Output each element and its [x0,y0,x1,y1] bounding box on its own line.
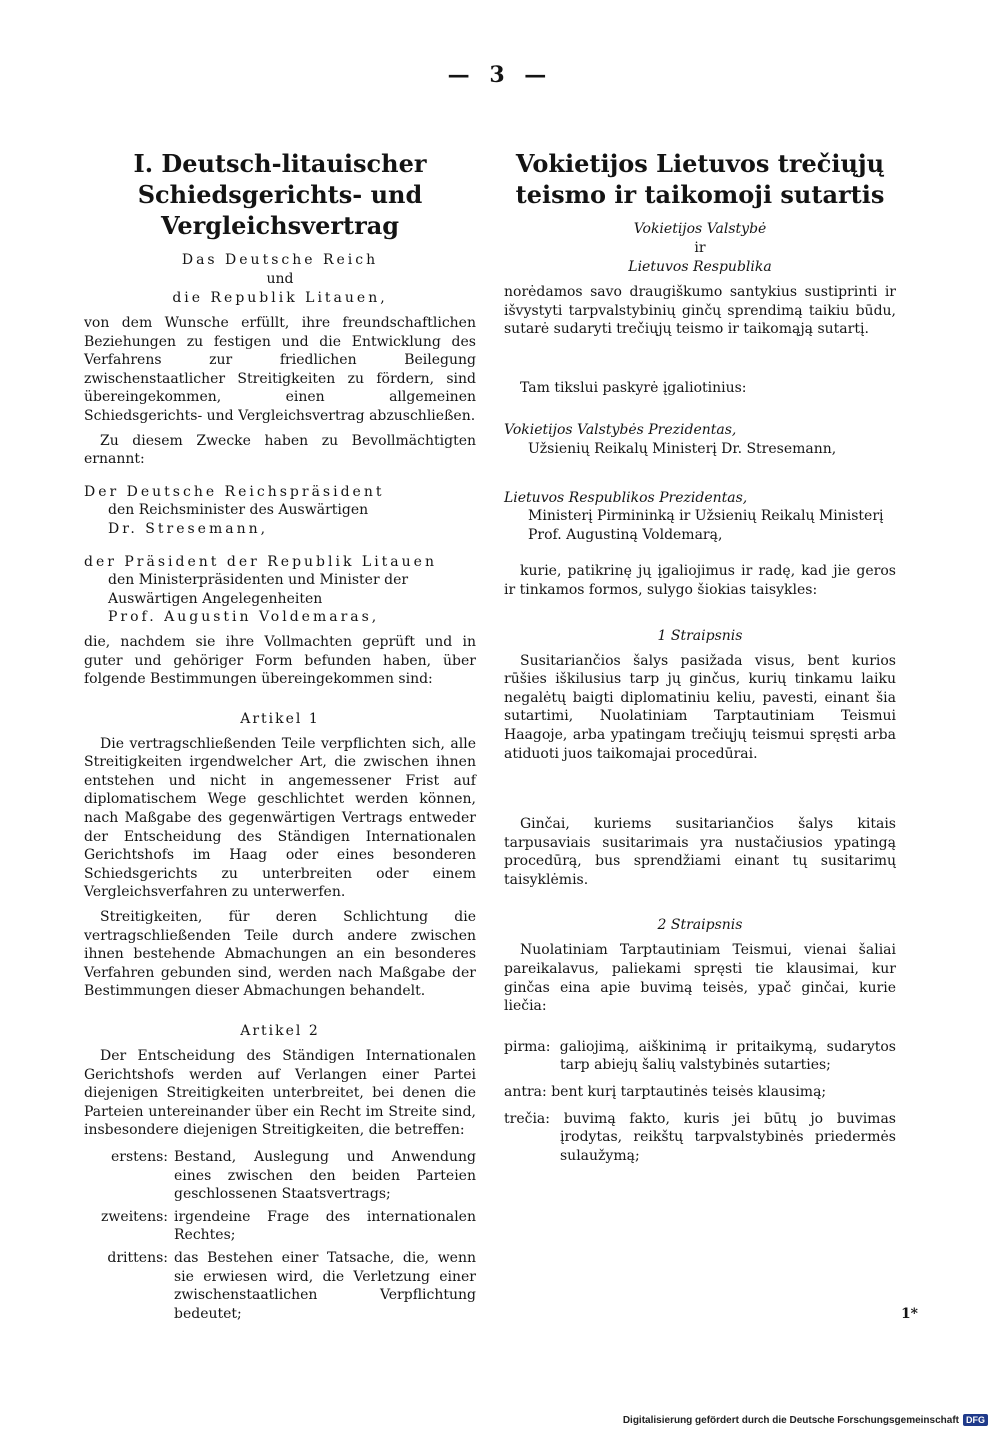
lithuanian-signatory-1-head: Vokietijos Valstybės Prezidentas, [504,422,737,439]
lithuanian-signatory-1-body [504,440,896,459]
lithuanian-plenipotentiaries-intro: Tam tikslui paskyrė įgaliotinius: [520,379,747,396]
page-number: — 3 — [447,62,553,88]
list-item: trečia: buvimą fakto, kuris jei būtų jo buvimas įrodytas, reikštų tarpvalstybinės priedermės sulaužymą; [504,1110,896,1164]
list-item [84,1208,476,1245]
german-signatory-1-line-1: den Reichsminister des Auswärtigen [108,502,369,519]
german-signatory-2-body [84,571,476,627]
german-plenipotentiaries-intro: Zu diesem Zwecke haben zu Bevollmächtigten ernannt: [84,432,476,468]
lithuanian-column [504,148,896,1165]
signature-mark: 1* [900,1306,918,1322]
lithuanian-article-1-title: 1 Straipsnis [657,627,743,644]
german-article-2-title: Artikel 2 [240,1023,320,1039]
list-item-text: irgendeine Frage des internationalen Rechtes; [174,1208,476,1244]
lithuanian-agreement: kurie, patikrinę jų įgaliojimus ir radę, kad jie geros ir tinkamos formos, sulygo šiokias taisykles: [504,563,896,598]
german-article-1-paragraph-2: Streitigkeiten, für deren Schlichtung die vertragschließenden Teile durch andere zwischen ihnen bestehende Abmachungen an ein besonderes Verfahren gebunden sind, werden nach Maßgabe der Bestimmungen dieser Abmachungen behandelt. [84,909,476,1000]
lithuanian-preamble: norėdamos savo draugiškumo santykius sustiprinti ir išvystyti tarpvalstybinių ginčų sprendimą taikiu būdu, sutarė sudaryti trečiųjų teismo ir taikomąją sutartį. [504,284,896,338]
lithuanian-signatory-2-line-1: Ministerį Pirmininką ir Užsienių Reikalų Ministerį Prof. Augustiną Voldemarą, [528,508,884,543]
list-item-text: das Bestehen einer Tatsache, die, wenn sie erwiesen wird, die Verletzung einer zwischenstaatlichen Verpflichtung bedeutet; [174,1249,476,1322]
lithuanian-article-1-paragraph-2: Ginčai, kuriems susitariančios šalys kitais tarpusaviais susitarimais yra nustačiusios ypatingą procedūrą, bus sprendžiami einant tų susitarimų taisyklėmis. [504,816,896,888]
list-item-label: erstens: [111,1148,168,1165]
german-signatory-2-line-1: den Ministerpräsidenten und Minister der Auswärtigen Angelegenheiten [108,572,409,607]
dfg-logo-icon: DFG [963,1414,988,1426]
lithuanian-article-1-paragraph-1: Susitariančios šalys pasižada visus, bent kurios rūšies iškilusius tarp jų ginčus, kurių tinkamu laiku negalėtų baigti diplomatiniu keliu, pavesti, einant šia sutartimi, Nuolatiniam Tarptautiniam Teismui Haagoje, arba ypatingam trečiųjų teismui spręsti arba atiduoti juos taikomajai procedūrai. [504,652,896,762]
list-item [84,1148,476,1204]
list-item: pirma: galiojimą, aiškinimą ir pritaikymą, sudarytos tarp abiejų šalių valstybinės sutarties; [504,1038,896,1074]
german-column [84,148,476,1323]
list-item-label: drittens: [107,1249,168,1266]
german-preamble: von dem Wunsche erfüllt, ihre freundschaftlichen Beziehungen zu festigen und die Entwicklung des Verfahrens zur friedlichen Beilegung zwischenstaatlicher Streitigkeiten zu fördern, sind übereingekommen, einen allgemeinen Schiedsgerichts- und Vergleichsvertrag abzuschließen. [84,315,476,424]
german-article-2-list [84,1148,476,1323]
german-signatory-1-head: Der Deutsche Reichspräsident [84,483,385,500]
lithuanian-title: Vokietijos Lietuvos trečiųjų teismo ir taikomoji sutartis [515,149,885,209]
german-agreement: die, nachdem sie ihre Vollmachten geprüft und in guter und gehöriger Form befunden haben, über folgende Bestimmungen übereingekommen sind: [84,633,476,688]
lithuanian-signatory-1-line-1: Užsienių Reikalų Ministerį Dr. Stresemann, [528,440,837,457]
list-item-text: Bestand, Auslegung und Anwendung eines zwischen den beiden Parteien geschlossenen Staatsvertrags; [174,1148,476,1203]
german-signatory-1-line-2: Dr. Stresemann, [108,520,269,537]
german-article-1-title: Artikel 1 [240,710,320,727]
lithuanian-article-2-title: 2 Straipsnis [657,917,743,934]
german-party-2: die Republik Litauen, [172,290,388,306]
lithuanian-party-1: Vokietijos Valstybė [633,221,767,237]
german-signatory-2-line-2: Prof. Augustin Voldemaras, [108,609,380,626]
list-item: antra: bent kurį tarptautinės teisės klausimą; [504,1084,827,1101]
lithuanian-article-2-paragraph-1: Nuolatiniam Tarptautiniam Teismui, vienai šaliai pareikalavus, paliekami spręsti tie klausimai, kur ginčas eina apie buvimą teisės, ypač ginčai, kurie liečia: [504,942,896,1015]
german-signatory-2-head: der Präsident der Republik Litauen [84,553,437,570]
german-article-1-paragraph-1: Die vertragschließenden Teile verpflichten sich, alle Streitigkeiten irgendwelcher Art, die zwischen ihnen entstehen und nicht in angemessener Frist auf diplomatischem Wege geschlichtet werden können, nach Maßgabe des gegenwärtigen Vertrags entweder der Entscheidung des Ständigen Internationalen Gerichtshofs im Haag oder eines besonderen Schiedsgerichts zu unterbreiten oder einem Vergleichsverfahren zu unterwerfen. [84,735,476,901]
list-item-label: zweitens: [101,1208,168,1225]
lithuanian-signatory-2-head: Lietuvos Respublikos Prezidentas, [504,489,748,506]
footer-text: Digitalisierung gefördert durch die Deutsche Forschungsgemeinschaft [622,1414,959,1426]
lithuanian-ir: ir [694,240,706,256]
german-title: I. Deutsch-litauischer Schiedsgerichts- und Vergleichsvertrag [133,149,427,240]
digitization-footer [623,1414,988,1426]
german-party-1: Das Deutsche Reich [181,252,379,268]
lithuanian-signatory-2-body [504,507,896,544]
german-signatory-1-body [84,501,476,538]
german-article-2-paragraph-1: Der Entscheidung des Ständigen Internationalen Gerichtshofs werden auf Verlangen einer Partei diejenigen Streitigkeiten unterbreitet, bei denen die Parteien untereinander über ein Recht im Streite sind, insbesondere diejenigen Streitigkeiten, die betreffen: [84,1048,476,1139]
lithuanian-party-2: Lietuvos Respublika [628,259,772,275]
list-item [84,1249,476,1323]
german-und: und [266,271,294,287]
